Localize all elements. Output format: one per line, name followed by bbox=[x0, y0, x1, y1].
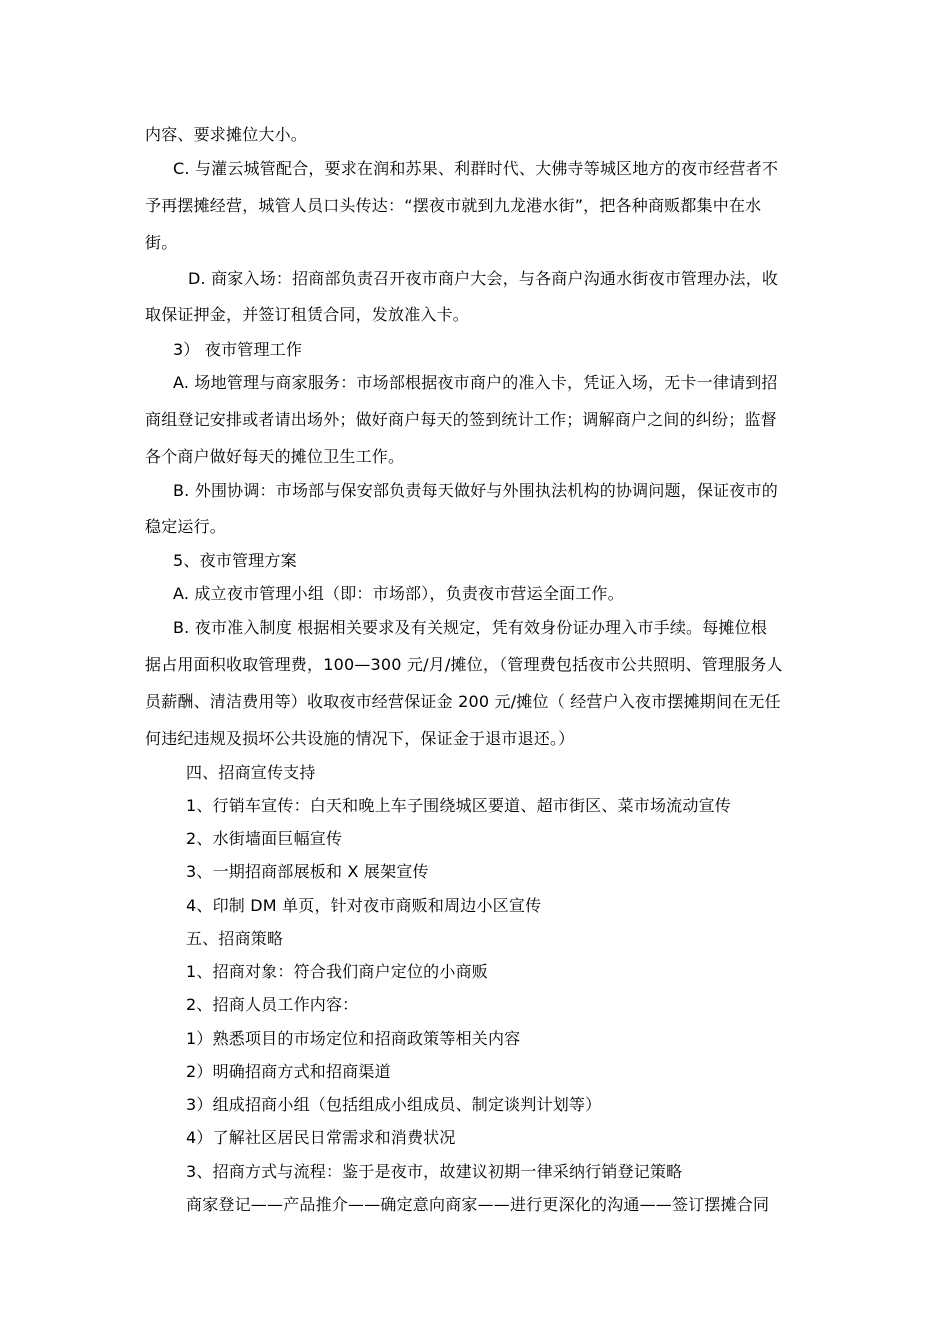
list-item: 3）组成招商小组（包括组成小组成员、制定谈判计划等） bbox=[186, 1095, 602, 1114]
list-item: 4、印制 DM 单页，针对夜市商贩和周边小区宣传 bbox=[186, 896, 542, 915]
section-heading: 四、招商宣传支持 bbox=[186, 763, 316, 782]
text-line: 稳定运行。 bbox=[145, 517, 227, 536]
list-item: 3、招商方式与流程：鉴于是夜市，故建议初期一律采纳行销登记策略 bbox=[186, 1162, 683, 1181]
text-line: D. 商家入场：招商部负责召开夜市商户大会，与各商户沟通水街夜市管理办法，收 bbox=[188, 269, 779, 288]
list-item: 2、招商人员工作内容： bbox=[186, 995, 359, 1014]
text-line: 取保证押金，并签订租赁合同，发放准入卡。 bbox=[145, 305, 470, 324]
text-line: 内容、要求摊位大小。 bbox=[145, 125, 308, 144]
process-flow: 商家登记——产品推介——确定意向商家——进行更深化的沟通——签订摆摊合同 bbox=[186, 1195, 770, 1214]
text-line: 予再摆摊经营，城管人员口头传达：“摆夜市就到九龙港水街”，把各种商贩都集中在水 bbox=[145, 196, 762, 215]
list-item: 2）明确招商方式和招商渠道 bbox=[186, 1062, 391, 1081]
list-item: 1、招商对象：符合我们商户定位的小商贩 bbox=[186, 962, 488, 981]
text-line: 据占用面积收取管理费，100—300 元/月/摊位，（管理费包括夜市公共照明、管理服务人 bbox=[145, 655, 783, 674]
text-line: 员薪酬、清洁费用等）收取夜市经营保证金 200 元/摊位（ 经营户入夜市摆摊期间在无任 bbox=[145, 692, 781, 711]
list-item: 1、行销车宣传：白天和晚上车子围绕城区要道、超市街区、菜市场流动宣传 bbox=[186, 796, 731, 815]
text-line: 街。 bbox=[145, 233, 178, 252]
text-line: 何违纪违规及损坏公共设施的情况下，保证金于退市退还。） bbox=[145, 729, 575, 748]
text-line: B. 外围协调：市场部与保安部负责每天做好与外围执法机构的协调问题，保证夜市的 bbox=[173, 481, 778, 500]
text-line: B. 夜市准入制度 根据相关要求及有关规定，凭有效身份证办理入市手续。每摊位根 bbox=[173, 618, 768, 637]
text-line: A. 成立夜市管理小组（即：市场部），负责夜市营运全面工作。 bbox=[173, 584, 624, 603]
section-heading: 5、夜市管理方案 bbox=[173, 551, 297, 570]
list-item: 4）了解社区居民日常需求和消费状况 bbox=[186, 1128, 456, 1147]
section-heading: 五、招商策略 bbox=[186, 929, 284, 948]
list-item: 2、水街墙面巨幅宣传 bbox=[186, 829, 343, 848]
section-heading: 3） 夜市管理工作 bbox=[173, 340, 303, 359]
list-item: 3、一期招商部展板和 X 展架宣传 bbox=[186, 862, 429, 881]
text-line: 各个商户做好每天的摊位卫生工作。 bbox=[145, 447, 405, 466]
list-item: 1）熟悉项目的市场定位和招商政策等相关内容 bbox=[186, 1029, 521, 1048]
text-line: C. 与灌云城管配合，要求在润和苏果、利群时代、大佛寺等城区地方的夜市经营者不 bbox=[173, 159, 779, 178]
text-line: 商组登记安排或者请出场外；做好商户每天的签到统计工作；调解商户之间的纠纷；监督 bbox=[145, 410, 777, 429]
text-line: A. 场地管理与商家服务：市场部根据夜市商户的准入卡，凭证入场，无卡一律请到招 bbox=[173, 373, 778, 392]
